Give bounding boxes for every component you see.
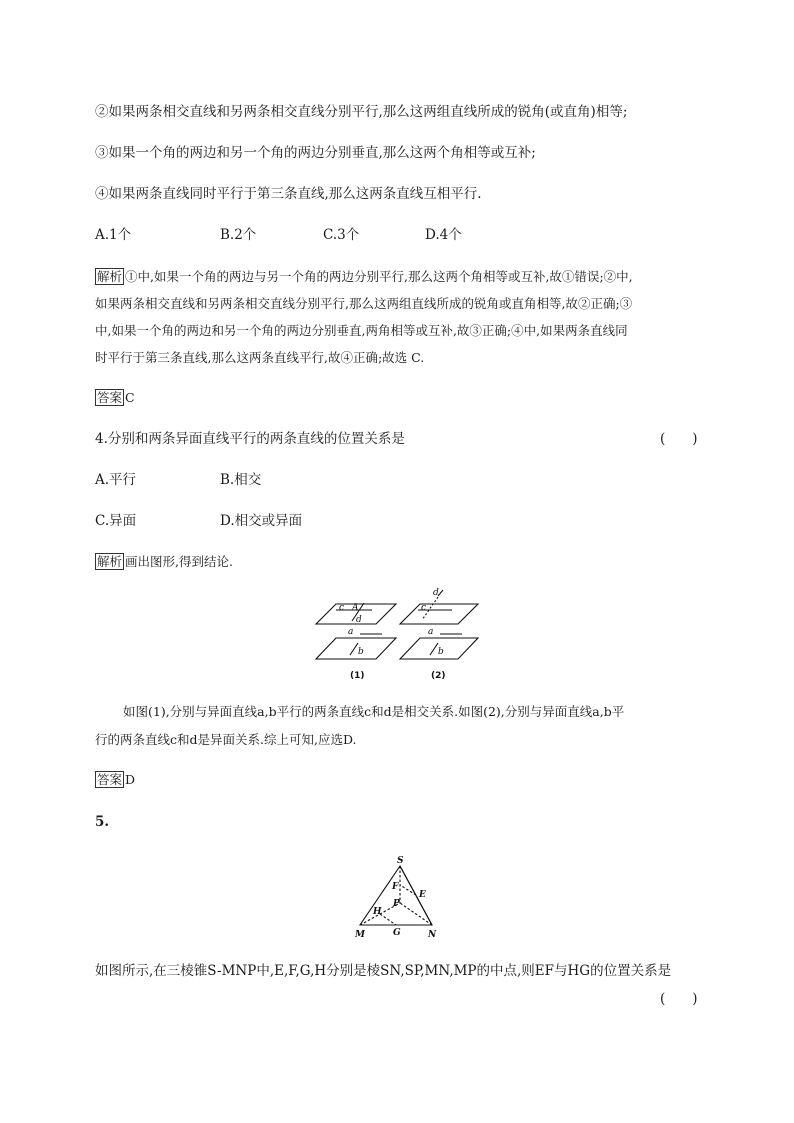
fig2-label-d: d [433, 588, 439, 598]
fig2-plane-top [400, 604, 478, 624]
q4-option-a: A.平行 [95, 472, 137, 488]
fig2-plane-bottom [400, 638, 478, 659]
q4-option-c: C.异面 [95, 513, 137, 529]
fig2-caption: (2) [431, 671, 446, 681]
q3-option-d: D.4个 [425, 227, 462, 243]
fig1-label-d: d [356, 615, 362, 625]
q5-label-H: H [373, 907, 382, 917]
fig2-label-a: a [428, 627, 434, 637]
fig2-line-d-lower [422, 597, 438, 620]
q5-seg-EF [400, 885, 416, 895]
q3-option-b: B.2个 [220, 227, 257, 243]
q4-answer-value: D [125, 772, 136, 787]
fig2-line-d-upper [438, 590, 443, 596]
q3-explanation-line-3: 中,如果一个角的两边和另一个角的两边分别垂直,两角相等或互补,故③正确;④中,如果两条直线同 [95, 323, 628, 338]
fig1-line-b [350, 643, 358, 655]
q3-explanation-line-1: 解析 ①中,如果一个角的两边与另一个角的两边分别平行,那么这两个角相等或互补,故①错误;②中, [97, 269, 633, 284]
q5-label-S: S [397, 856, 404, 866]
q4-explanation-line-1: 如图(1),分别与异面直线a,b平行的两条直线c和d是相交关系.如图(2),分别与异面直线a,b平 [123, 704, 625, 719]
fig1-label-b: b [358, 647, 364, 657]
q5-edge-MP [360, 903, 400, 925]
q4-answer-paren: ( ) [660, 431, 698, 447]
q4-option-b: B.相交 [220, 472, 262, 488]
q3-statement-2: ②如果两条相交直线和另两条相交直线分别平行,那么这两组直线所成的锐角(或直角)相等; [95, 104, 628, 120]
fig1-plane-bottom [316, 638, 396, 659]
q5-face-outline [360, 866, 432, 925]
q3-answer [95, 389, 135, 407]
q5-answer-paren: ( ) [660, 991, 698, 1007]
fig1-label-a: a [348, 627, 354, 637]
q3-explanation-line-4: 时平行于第三条直线,那么这两条直线平行,故④正确;故选 C. [95, 350, 425, 365]
q5-label-F: F [392, 882, 399, 892]
q3-option-c: C.3个 [323, 227, 360, 243]
q5-label-G: G [393, 928, 401, 938]
explanation-tag: 解析 [97, 554, 123, 569]
fig1-line-d [352, 603, 364, 621]
fig2-label-c: c [421, 603, 427, 613]
fig1-plane-top [316, 604, 396, 624]
fig1-caption: (1) [350, 671, 365, 681]
q5-label-N: N [428, 930, 437, 940]
q4-option-d: D.相交或异面 [220, 513, 303, 529]
fig1-label-c: c [339, 603, 345, 613]
q4-explanation-line-2: 行的两条直线c和d是异面关系.综上可知,应选D. [95, 732, 357, 747]
q5-label-E: E [419, 890, 426, 900]
fig2-label-b: b [438, 647, 444, 657]
q5-edge-NP [400, 903, 432, 925]
q5-label-M: M [355, 930, 365, 940]
explanation-tag: 解析 [97, 269, 123, 284]
q3-statement-4: ④如果两条直线同时平行于第三条直线,那么这两条直线互相平行. [95, 186, 482, 202]
answer-tag: 答案 [97, 390, 123, 405]
q4-question: 4.分别和两条异面直线平行的两条直线的位置关系是 [95, 431, 405, 447]
q5-number: 5. [95, 814, 110, 830]
q4-answer [95, 771, 135, 789]
q4-explanation-intro: 解析 画出图形,得到结论. [97, 554, 233, 569]
q3-statement-3: ③如果一个角的两边和另一个角的两边分别垂直,那么这两个角相等或互补; [95, 145, 536, 161]
q5-question: 如图所示,在三棱锥S-MNP中,E,F,G,H分别是棱SN,SP,MN,MP的中点,则EF与HG的位置关系是 [95, 963, 672, 979]
q3-option-a: A.1个 [95, 227, 132, 243]
q5-edge-SN [400, 866, 432, 925]
fig1-label-A: A [352, 603, 359, 613]
q3-answer-value: C [125, 390, 135, 405]
answer-tag: 答案 [97, 772, 123, 787]
fig2-line-b [430, 643, 438, 655]
q5-seg-HG [380, 914, 396, 925]
q5-label-P: P [393, 899, 400, 909]
q3-explanation-line-2: 如果两条相交直线和另两条相交直线分别平行,那么这两组直线所成的锐角或直角相等,故②正确;③ [95, 296, 633, 311]
